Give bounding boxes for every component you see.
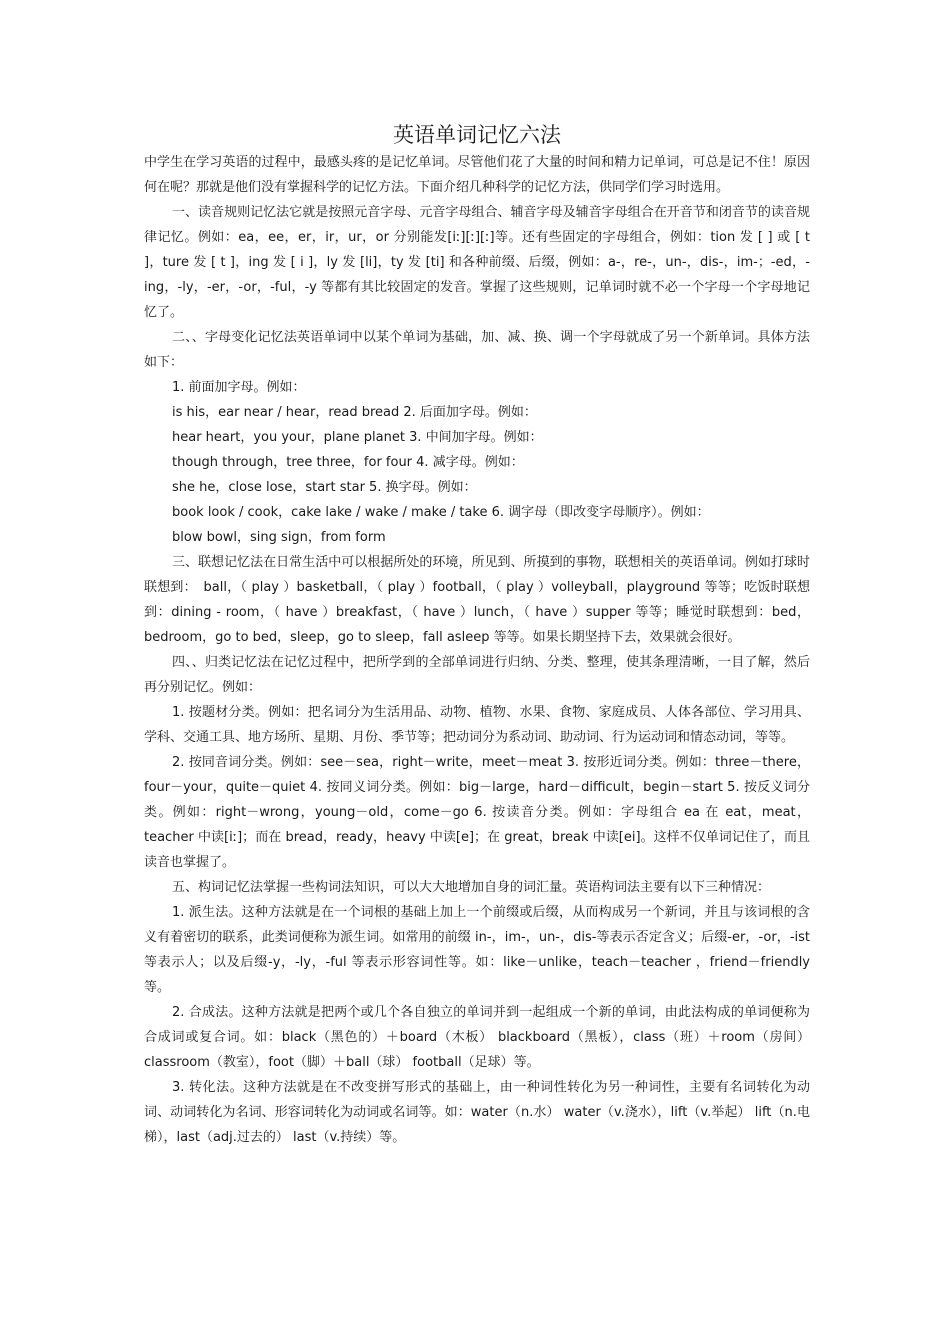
paragraph: 五、构词记忆法掌握一些构词法知识，可以大大地增加自身的词汇量。英语构词法主要有以下三种情况： <box>172 880 771 895</box>
paragraph: 四、、归类记忆法在记忆过程中，把所学到的全部单词进行归纳、分类、整理，使其条理清晰，一目了解，然后再分别记忆。例如： <box>144 655 810 695</box>
list-item: is his，ear near / hear，read bread 2. 后面加字母。例如： <box>172 405 537 420</box>
document-body <box>144 150 810 1150</box>
list-item: hear heart，you your，plane planet 3. 中间加字母。例如： <box>172 430 543 445</box>
paragraph: 1. 按题材分类。例如：把名词分为生活用品、动物、植物、水果、食物、家庭成员、人体各部位、学习用具、学科、交通工具、地方场所、星期、月份、季节等；把动词分为系动词、助动词、行为运动词和情态动词，等等。 <box>144 705 810 745</box>
document-page <box>144 120 810 1150</box>
paragraph: 3. 转化法。这种方法就是在不改变拼写形式的基础上，由一种词性转化为另一种词性，主要有名词转化为动词、动词转化为名词、形容词转化为动词或名词等。如：water（n.水） water（v.浇水），lift（v.举起） lift（n.电梯），last（adj.过去的） last（v.持续）等。 <box>144 1080 810 1145</box>
list-item: 1. 前面加字母。例如： <box>172 380 306 395</box>
paragraph: 2. 合成法。这种方法就是把两个或几个各自独立的单词并到一起组成一个新的单词，由此法构成的单词便称为合成词或复合词。如：black（黑色的）＋board（木板） blackboard（黑板），class（班）＋room（房间） classroom（教室），foot（脚）＋ball（球） football（足球）等。 <box>144 1005 810 1070</box>
list-item: she he，close lose，start star 5. 换字母。例如： <box>172 480 477 495</box>
list-item: blow bowl，sing sign，from form <box>172 530 386 545</box>
paragraph: 三、联想记忆法在日常生活中可以根据所处的环境，所见到、所摸到的事物，联想相关的英语单词。例如打球时联想到： ball，（ play ）basketball，（ play ）football，（ play ）volleyball，playground 等等；吃饭时联想到：dining - room，（ have ）breakfast，（ have ）lunch，（ have ）supper 等等；睡觉时联想到：bed，bedroom，go to bed，sleep，go to sleep，fall asleep 等等。如果长期坚持下去，效果就会很好。 <box>144 555 810 645</box>
document-title: 英语单词记忆六法 <box>393 123 561 147</box>
list-item: book look / cook，cake lake / wake / make / take 6. 调字母（即改变字母顺序）。例如： <box>172 505 710 520</box>
paragraph: 2. 按同音词分类。例如：see－sea，right－write，meet－meat 3. 按形近词分类。例如：three－there，four－your，quite－quiet 4. 按同义词分类。例如：big－large，hard－difficult，begin－start 5. 按反义词分类。例如：right－wrong，young－old，come－go 6. 按读音分类。例如：字母组合 ea 在 eat，meat，teacher 中读[iː]；而在 bread，ready，heavy 中读[e]；在 great，break 中读[ei]。这样不仅单词记住了，而且读音也掌握了。 <box>144 755 810 870</box>
paragraph: 一、读音规则记忆法它就是按照元音字母、元音字母组合、辅音字母及辅音字母组合在开音节和闭音节的读音规律记忆。例如：ea，ee，er，ir，ur，or 分别能发[iː][ː][ː]等。还有些固定的字母组合，例如：tion 发 [ ] 或 [ t ]，ture 发 [ t ]，ing 发 [ i ]，ly 发 [li]，ty 发 [ti] 和各种前缀、后缀，例如：a-，re-，un-，dis-，im-；-ed，-ing，-ly，-er，-or，-ful，-y 等都有其比较固定的发音。掌握了这些规则，记单词时就不必一个字母一个字母地记忆了。 <box>144 205 810 320</box>
paragraph: 中学生在学习英语的过程中，最感头疼的是记忆单词。尽管他们花了大量的时间和精力记单词，可总是记不住！原因何在呢？那就是他们没有掌握科学的记忆方法。下面介绍几种科学的记忆方法，供同学们学习时选用。 <box>144 155 810 195</box>
paragraph: 1. 派生法。这种方法就是在一个词根的基础上加上一个前缀或后缀，从而构成另一个新词，并且与该词根的含 义有着密切的联系，此类词便称为派生词。如常用的前缀 in-，im-，un-，dis-等表示否定含义；后缀-er，-or，-ist 等表示人；以及后缀-y，-ly，-ful 等表示形容词性等。如：like－unlike，teach－teacher ，friend－friendly 等。 <box>144 905 810 995</box>
paragraph: 二、、字母变化记忆法英语单词中以某个单词为基础，加、减、换、调一个字母就成了另一个新单词。具体方法如下： <box>144 330 810 370</box>
list-item: though through，tree three，for four 4. 减字母。例如： <box>172 455 524 470</box>
